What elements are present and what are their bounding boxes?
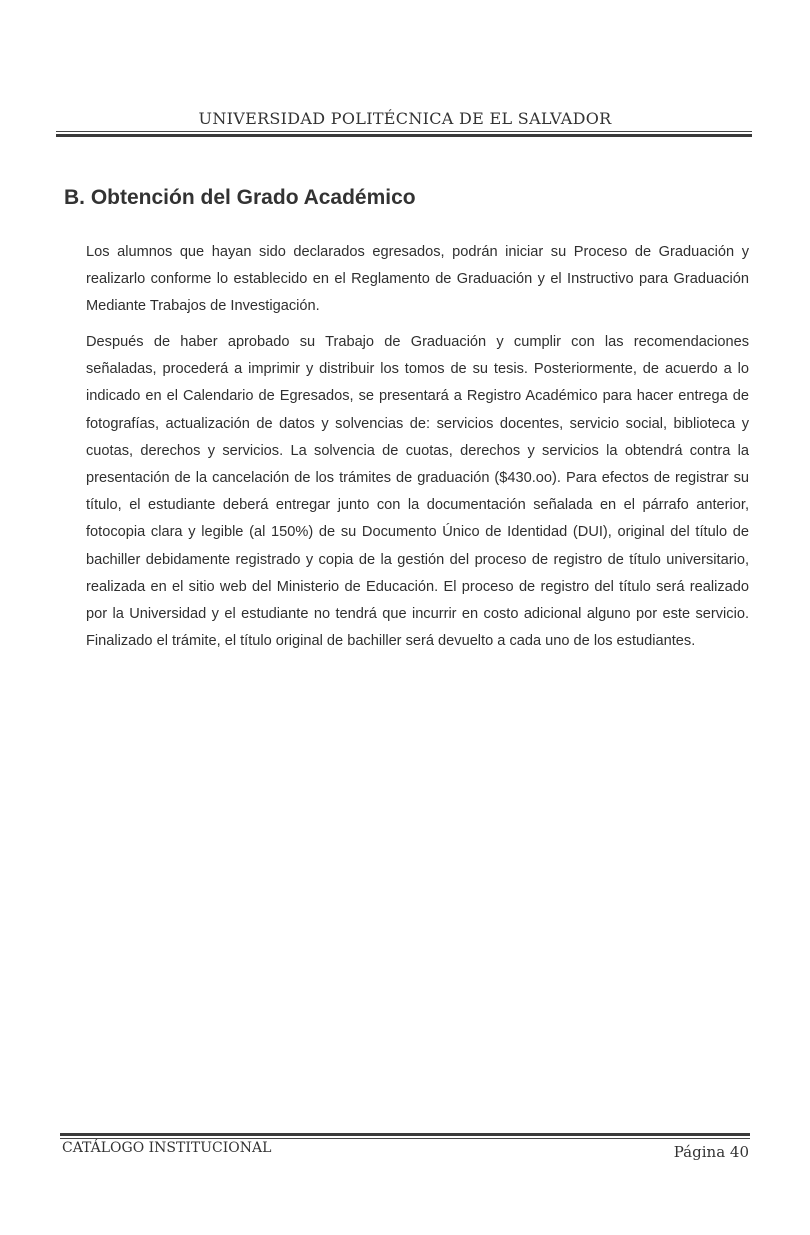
footer-rule-thin xyxy=(60,1138,750,1139)
footer-page-number: Página 40 xyxy=(673,1143,749,1161)
header-rule-thick xyxy=(56,134,752,137)
paragraph-1: Los alumnos que hayan sido declarados egresados, podrán iniciar su Proceso de Graduación y realizarlo conforme lo establecido en el Reglamento de Graduación y el Instructivo para Graduación Mediante Trabajos de Investigación. xyxy=(86,244,749,315)
footer-rule-thick xyxy=(60,1133,750,1136)
section-heading: B. Obtención del Grado Académico xyxy=(64,186,416,209)
header-rule-thin xyxy=(56,131,752,132)
page-header-title: UNIVERSIDAD POLITÉCNICA DE EL SALVADOR xyxy=(198,109,612,128)
footer-catalog-label: CATÁLOGO INSTITUCIONAL xyxy=(62,1140,272,1156)
paragraph-2: Después de haber aprobado su Trabajo de Graduación y cumplir con las recomendaciones señaladas, procederá a imprimir y distribuir los tomos de su tesis. Posteriormente, de acuerdo a lo indicado en el Calendario de Egresados, se presentará a Registro Académico para hacer entrega de fotografías, actualización de datos y solvencias de: servicios docentes, servicio social, biblioteca y cuotas, derechos y servicios. La solvencia de cuotas, derechos y servicios la obtendrá contra la presentación de la cancelación de los trámites de graduación ($430.oo). Para efectos de registrar su título, el estudiante deberá entregar junto con la documentación señalada en el párrafo anterior, fotocopia clara y legible (al 150%) de su Documento Único de Identidad (DUI), original del título de bachiller debidamente registrado y copia de la gestión del proceso de registro de título universitario, realizada en el sitio web del Ministerio de Educación. El proceso de registro del título será realizado por la Universidad y el estudiante no tendrá que incurrir en costo adicional alguno por este servicio. Finalizado el trámite, el título original de bachiller será devuelto a cada uno de los estudiantes. xyxy=(86,334,749,650)
